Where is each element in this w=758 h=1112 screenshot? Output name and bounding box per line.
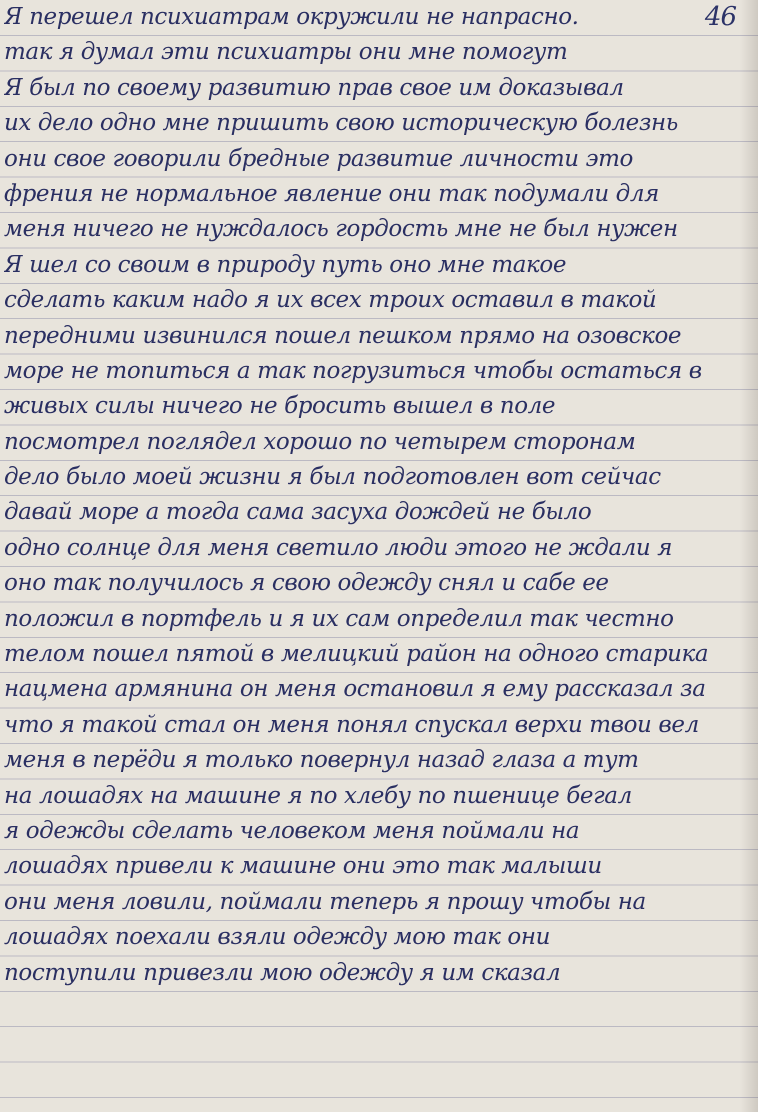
- text-line: меня в перёди я только повернул назад глаза а тут: [4, 747, 639, 774]
- text-line: нацмена армянина он меня остановил я ему рассказал за: [4, 676, 706, 703]
- text-line: одно солнце для меня светило люди этого не ждали я: [4, 534, 673, 561]
- text-line: френия не нормальное явление они так подумали для: [4, 180, 659, 207]
- page-number: 46: [704, 2, 736, 32]
- text-line: сделать каким надо я их всех троих оставил в такой: [4, 287, 657, 314]
- text-line: они меня ловили, поймали теперь я прошу чтобы на: [4, 888, 646, 915]
- text-line: посмотрел поглядел хорошо по четырем сторонам: [4, 428, 636, 455]
- text-line: они свое говорили бредные развитие личности это: [4, 145, 633, 172]
- text-line: оно так получилось я свою одежду снял и сабе ее: [4, 570, 609, 597]
- text-line: лошадях поехали взяли одежду мою так они: [4, 924, 550, 951]
- text-line: что я такой стал он меня понял спускал верхи твои вел: [4, 711, 699, 738]
- text-line: их дело одно мне пришить свою историческую болезнь: [4, 110, 678, 137]
- text-line: Я был по своему развитию прав свое им доказывал: [4, 74, 624, 101]
- text-line: море не топиться а так погрузиться чтобы остаться в: [4, 357, 702, 384]
- text-line: Я шел со своим в природу путь оно мне такое: [4, 251, 567, 278]
- handwritten-text: [4, 0, 754, 991]
- text-line: Я перешел психиатрам окружили не напрасно.: [4, 4, 579, 30]
- text-line: положил в портфель и я их сам определил так честно: [4, 605, 674, 632]
- text-line: на лошадях на машине я по хлебу по пшенице бегал: [4, 782, 632, 809]
- text-line: так я думал эти психиатры они мне помогут: [4, 39, 568, 66]
- text-line: я одежды сделать человеком меня поймали на: [4, 817, 580, 844]
- text-line: передними извинился пошел пешком прямо на озовское: [4, 322, 682, 349]
- text-line: поступили привезли мою одежду я им сказал: [4, 959, 561, 986]
- text-line: лошадях привели к машине они это так малыши: [4, 853, 602, 880]
- text-line: телом пошел пятой в мелицкий район на одного старика: [4, 641, 709, 668]
- text-line: давай море а тогда сама засуха дождей не было: [4, 499, 592, 526]
- text-line: меня ничего не нуждалось гордость мне не был нужен: [4, 216, 678, 243]
- text-line: дело было моей жизни я был подготовлен вот сейчас: [4, 464, 661, 491]
- text-line: живых силы ничего не бросить вышел в поле: [4, 393, 556, 420]
